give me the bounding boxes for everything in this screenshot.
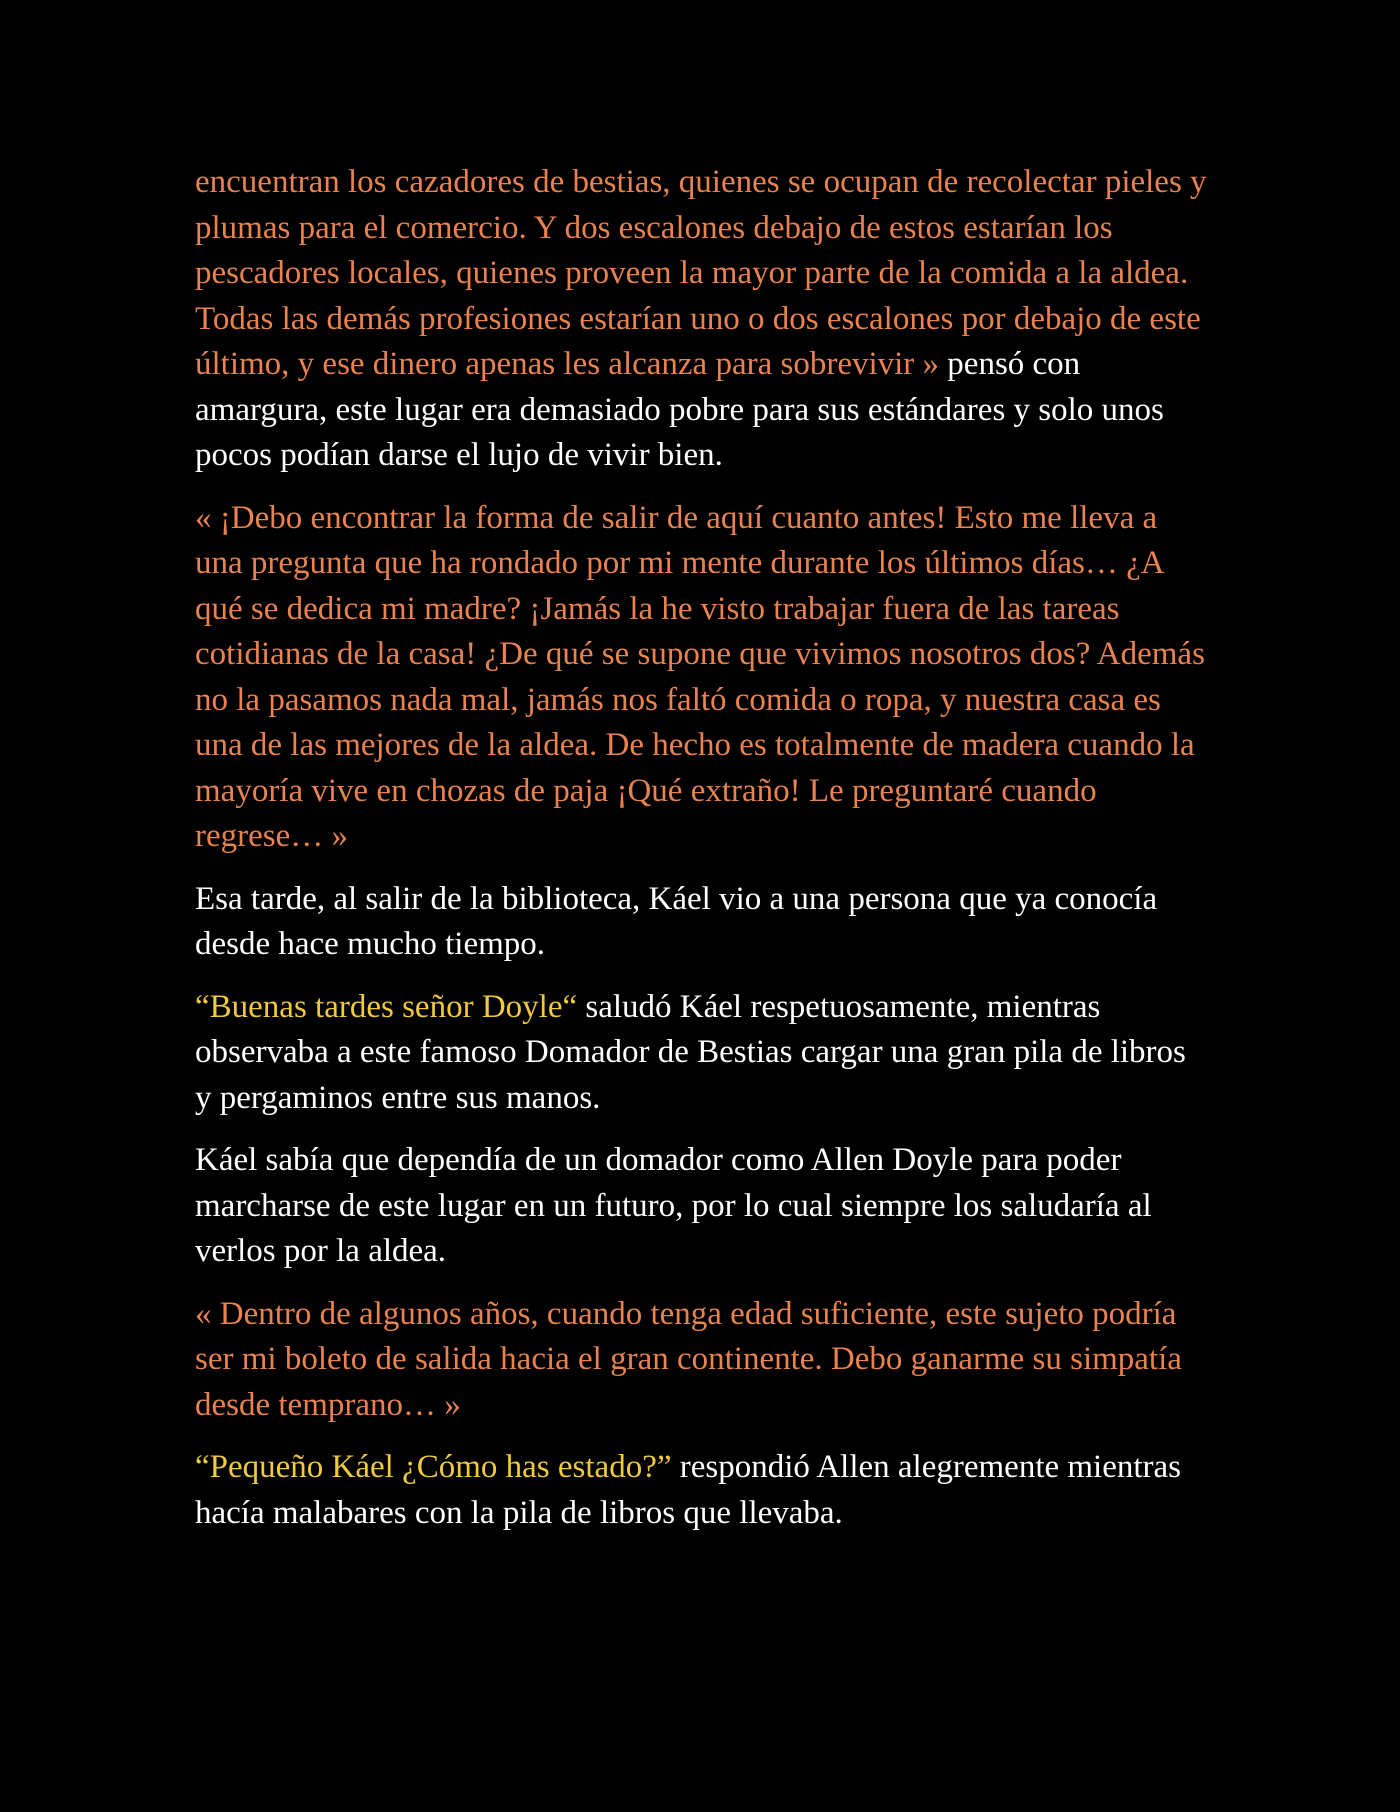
inner-thought-text: « ¡Debo encontrar la forma de salir de aquí cuanto antes! Esto me lleva a una pregunta que ha rondado por mi mente durante los últimos días… ¿A qué se dedica mi madre? ¡Jamás la he visto trabajar fuera de las tareas cotidianas de la casa! ¿De qué se supone que vivimos nosotros dos? Además no la pasamos nada mal, jamás nos faltó comida o ropa, y nuestra casa es una de las mejores de la aldea. De hecho es totalmente de madera cuando la mayoría vive en chozas de paja ¡Qué extraño! Le preguntaré cuando regrese… » xyxy=(195,499,1205,854)
narration-text: pensó con amargura, este lugar era demasiado pobre para sus estándares y solo unos pocos podían darse el lujo de vivir bien. xyxy=(195,346,1164,473)
narration-text: Esa tarde, al salir de la biblioteca, Káel vio a una persona que ya conocía desde hace mucho tiempo. xyxy=(195,880,1158,962)
paragraph xyxy=(195,1445,1210,1536)
paragraph xyxy=(195,1292,1210,1429)
dialogue-text: “Pequeño Káel ¿Cómo has estado?” xyxy=(195,1449,672,1485)
inner-thought-text: encuentran los cazadores de bestias, quienes se ocupan de recolectar pieles y plumas para el comercio. Y dos escalones debajo de estos estarían los pescadores locales, quienes proveen la mayor parte de la comida a la aldea. Todas las demás profesiones estarían uno o dos escalones por debajo de este último, y ese dinero apenas les alcanza para sobrevivir » xyxy=(195,164,1207,382)
paragraph xyxy=(195,1138,1210,1275)
narration-text: saludó Káel respetuosamente, mientras observaba a este famoso Domador de Bestias cargar una gran pila de libros y pergaminos entre sus manos. xyxy=(195,988,1186,1116)
paragraph xyxy=(195,496,1210,860)
paragraph xyxy=(195,877,1210,968)
dialogue-text: “Buenas tardes señor Doyle“ xyxy=(195,988,578,1025)
paragraph xyxy=(195,160,1210,479)
book-page xyxy=(195,160,1210,1553)
narration-text: respondió Allen alegremente mientras hacía malabares con la pila de libros que llevaba. xyxy=(195,1449,1182,1531)
inner-thought-text: « Dentro de algunos años, cuando tenga edad suficiente, este sujeto podría ser mi boleto de salida hacia el gran continente. Debo ganarme su simpatía desde temprano… » xyxy=(195,1295,1182,1423)
narration-text: Káel sabía que dependía de un domador como Allen Doyle para poder marcharse de este lugar en un futuro, por lo cual siempre los saludaría al verlos por la aldea. xyxy=(195,1142,1152,1269)
paragraph xyxy=(195,985,1210,1122)
